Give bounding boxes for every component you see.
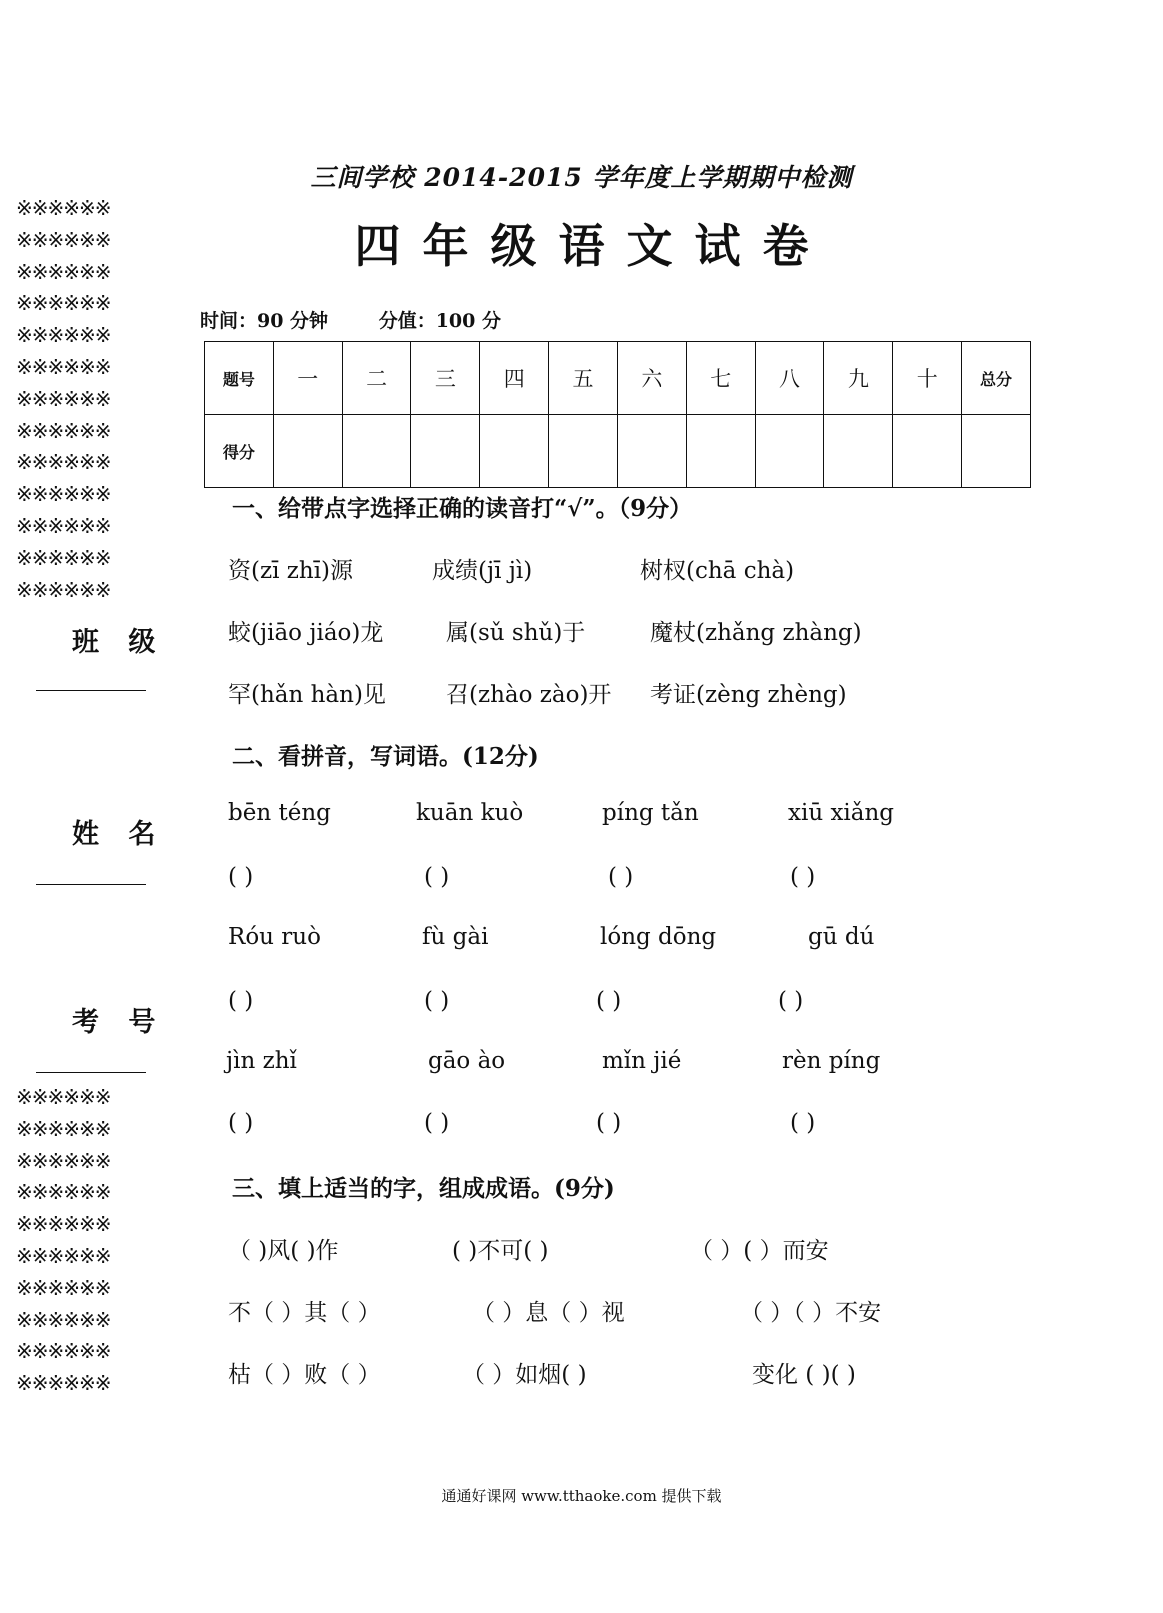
question-number-label: 题号 xyxy=(205,342,274,415)
question-col-5: 五 xyxy=(549,342,618,415)
idiom-item[interactable]: （ ）如烟( ) xyxy=(462,1362,587,1388)
answer-blank[interactable]: ( ) xyxy=(424,988,450,1014)
reading-item[interactable]: 蛟(jiāo jiáo)龙 xyxy=(228,620,384,646)
question-col-4: 四 xyxy=(480,342,549,415)
score-cell[interactable] xyxy=(411,415,480,488)
star-row: ※※※※※※ xyxy=(16,1307,111,1332)
reading-item[interactable]: 资(zī zhī)源 xyxy=(228,558,354,584)
question-col-10: 十 xyxy=(893,342,962,415)
score-table xyxy=(204,341,1031,488)
star-row: ※※※※※※ xyxy=(16,1116,111,1141)
idiom-item[interactable]: 变化 ( )( ) xyxy=(752,1362,856,1388)
pinyin-word: fù gài xyxy=(422,924,489,950)
footer-source: 通通好课网 www.tthaoke.com 提供下载 xyxy=(441,1487,722,1505)
idiom-item[interactable]: （ ）( ）而安 xyxy=(690,1238,829,1264)
answer-blank[interactable]: ( ) xyxy=(596,1110,622,1136)
star-row: ※※※※※※ xyxy=(16,259,111,284)
reading-item[interactable]: 魔杖(zhǎng zhàng) xyxy=(650,620,862,646)
score-row-label: 得分 xyxy=(205,415,274,488)
pinyin-word: gū dú xyxy=(808,924,875,950)
score-cell[interactable] xyxy=(755,415,824,488)
idiom-item[interactable]: （ ）（ ）不安 xyxy=(740,1300,882,1326)
pinyin-word: kuān kuò xyxy=(416,800,524,826)
answer-blank[interactable]: ( ) xyxy=(424,864,450,890)
answer-blank[interactable]: ( ) xyxy=(596,988,622,1014)
number-label: 考 号 xyxy=(72,1007,166,1038)
star-row: ※※※※※※ xyxy=(16,196,111,220)
idiom-item[interactable]: 不（ ）其（ ） xyxy=(228,1300,381,1326)
exam-title: 四年级语文试卷 xyxy=(354,219,831,273)
question-col-1: 一 xyxy=(273,342,342,415)
total-score-label: 总分 xyxy=(962,342,1031,415)
star-row: ※※※※※※ xyxy=(16,450,111,475)
star-row: ※※※※※※ xyxy=(16,1085,111,1109)
star-row: ※※※※※※ xyxy=(16,513,111,538)
score-cell[interactable] xyxy=(480,415,549,488)
answer-blank[interactable]: ( ) xyxy=(608,864,634,890)
answer-blank[interactable]: ( ) xyxy=(228,864,254,890)
question-col-6: 六 xyxy=(617,342,686,415)
star-row: ※※※※※※ xyxy=(16,545,111,570)
question-col-7: 七 xyxy=(686,342,755,415)
star-row: ※※※※※※ xyxy=(16,1339,111,1364)
exam-total-score: 分值：100 分 xyxy=(378,310,501,332)
score-cell[interactable] xyxy=(617,415,686,488)
reading-item[interactable]: 考证(zèng zhèng) xyxy=(650,682,847,708)
section-2-title: 二、看拼音，写词语。(12分) xyxy=(232,743,539,770)
star-row: ※※※※※※ xyxy=(16,386,111,411)
reading-item[interactable]: 召(zhào zào)开 xyxy=(446,682,612,708)
name-fill-line[interactable] xyxy=(36,884,146,885)
question-col-2: 二 xyxy=(342,342,411,415)
name-label: 姓 名 xyxy=(72,819,166,850)
star-row: ※※※※※※ xyxy=(16,482,111,507)
star-row: ※※※※※※ xyxy=(16,354,111,379)
score-table-score-row xyxy=(205,415,1031,488)
idiom-item[interactable]: （ )风( )作 xyxy=(228,1238,339,1264)
number-fill-line[interactable] xyxy=(36,1072,146,1073)
reading-item[interactable]: 属(sǔ shǔ)于 xyxy=(446,620,586,646)
section-3-title: 三、填上适当的字，组成成语。(9分) xyxy=(232,1175,615,1202)
score-cell[interactable] xyxy=(273,415,342,488)
pinyin-word: rèn píng xyxy=(782,1048,881,1074)
exam-time: 时间：90 分钟 xyxy=(200,310,329,332)
idiom-item[interactable]: 枯（ ）败（ ） xyxy=(228,1362,381,1388)
reading-item[interactable]: 树杈(chā chà) xyxy=(640,558,795,584)
pinyin-word: bēn téng xyxy=(228,800,331,826)
score-cell[interactable] xyxy=(686,415,755,488)
question-col-8: 八 xyxy=(755,342,824,415)
star-row: ※※※※※※ xyxy=(16,1180,111,1205)
score-cell[interactable] xyxy=(962,415,1031,488)
class-label: 班 级 xyxy=(72,627,166,658)
star-row: ※※※※※※ xyxy=(16,1212,111,1237)
answer-blank[interactable]: ( ) xyxy=(790,1110,816,1136)
pinyin-word: Róu ruò xyxy=(228,924,321,950)
pinyin-word: jìn zhǐ xyxy=(226,1048,297,1074)
star-row: ※※※※※※ xyxy=(16,1371,111,1396)
star-column-bottom xyxy=(16,1082,146,1400)
reading-item[interactable]: 罕(hǎn hàn)见 xyxy=(228,682,386,708)
score-cell[interactable] xyxy=(342,415,411,488)
star-row: ※※※※※※ xyxy=(16,227,111,252)
answer-blank[interactable]: ( ) xyxy=(424,1110,450,1136)
star-row: ※※※※※※ xyxy=(16,291,111,316)
star-row: ※※※※※※ xyxy=(16,1148,111,1173)
star-row: ※※※※※※ xyxy=(16,323,111,348)
question-col-9: 九 xyxy=(824,342,893,415)
star-row: ※※※※※※ xyxy=(16,418,111,443)
score-cell[interactable] xyxy=(893,415,962,488)
exam-subtitle: 三间学校 2014-2015 学年度上学期期中检测 xyxy=(310,163,853,192)
idiom-item[interactable]: （ ）息（ ）视 xyxy=(472,1300,625,1326)
exam-meta xyxy=(200,306,501,333)
question-col-3: 三 xyxy=(411,342,480,415)
star-row: ※※※※※※ xyxy=(16,1243,111,1268)
answer-blank[interactable]: ( ) xyxy=(790,864,816,890)
pinyin-word: xiū xiǎng xyxy=(788,800,895,826)
idiom-item[interactable]: ( )不可( ) xyxy=(452,1238,549,1264)
section-1-title: 一、给带点字选择正确的读音打“√”。（9分） xyxy=(232,495,693,522)
pinyin-word: píng tǎn xyxy=(602,800,699,826)
answer-blank[interactable]: ( ) xyxy=(228,1110,254,1136)
pinyin-word: lóng dōng xyxy=(600,924,717,950)
star-row: ※※※※※※ xyxy=(16,577,111,602)
pinyin-word: mǐn jié xyxy=(602,1048,682,1074)
score-table-header-row xyxy=(205,342,1031,415)
score-cell[interactable] xyxy=(549,415,618,488)
answer-blank[interactable]: ( ) xyxy=(778,988,804,1014)
reading-item[interactable]: 成绩(jī jì) xyxy=(432,558,533,584)
score-cell[interactable] xyxy=(824,415,893,488)
pinyin-word: gāo ào xyxy=(428,1048,506,1074)
answer-blank[interactable]: ( ) xyxy=(228,988,254,1014)
star-row: ※※※※※※ xyxy=(16,1275,111,1300)
class-fill-line[interactable] xyxy=(36,690,146,691)
